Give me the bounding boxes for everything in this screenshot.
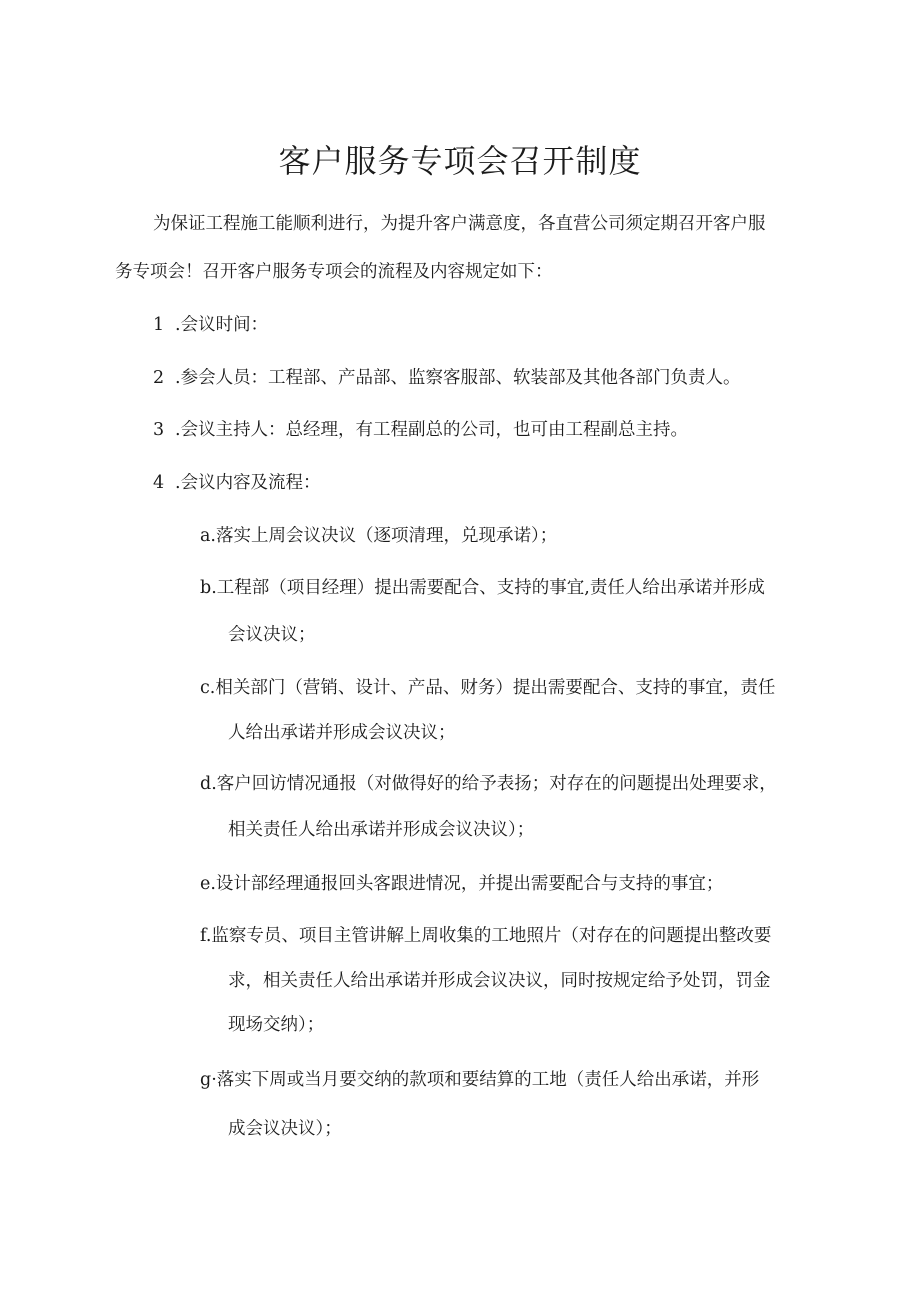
item-number: 1 (153, 315, 165, 335)
sub-item-f-line-3: 现场交纳）； (228, 1015, 325, 1035)
sub-item-d-line-2: 相关责任人给出承诺并形成会议决议）； (228, 820, 535, 840)
item-text: .参会人员：工程部、产品部、监察客服部、软装部及其他各部门负责人。 (175, 368, 741, 388)
item-text: .会议时间： (175, 315, 269, 335)
sub-item-b-line-2: 会议决议； (228, 625, 316, 645)
sub-item-e: e.设计部经理通报回头客跟进情况，并提出需要配合与支持的事宜； (200, 874, 724, 894)
item-number: 3 (153, 420, 165, 440)
item-number: 4 (153, 473, 165, 493)
list-item-2 (153, 366, 741, 390)
list-item-1 (153, 313, 268, 337)
sub-item-c-line-2: 人给出承诺并形成会议决议； (228, 723, 456, 743)
sub-item-c-line-1: c.相关部门（营销、设计、产品、财务）提出需要配合、支持的事宜，责任 (200, 678, 776, 698)
list-item-3 (153, 418, 688, 442)
sub-item-f-line-2: 求，相关责任人给出承诺并形成会议决议，同时按规定给予处罚，罚金 (228, 971, 771, 991)
sub-item-g-line-2: 成会议决议）； (228, 1119, 342, 1139)
intro-line-1: 为保证工程施工能顺利进行，为提升客户满意度，各直营公司须定期召开客户服 (153, 214, 766, 234)
sub-item-a: a.落实上周会议决议（逐项清理，兑现承诺）； (200, 526, 558, 546)
document-title: 客户服务专项会召开制度 (278, 142, 642, 180)
list-item-4 (153, 471, 321, 495)
sub-item-d-line-1: d.客户回访情况通报（对做得好的给予表扬；对存在的问题提出处理要求， (200, 774, 777, 794)
sub-item-b-line-1: b.工程部（项目经理）提出需要配合、支持的事宜,责任人给出承诺并形成 (200, 578, 765, 598)
item-number: 2 (153, 368, 165, 388)
item-text: .会议主持人：总经理，有工程副总的公司，也可由工程副总主持。 (175, 420, 689, 440)
sub-item-g-line-1: g·落实下周或当月要交纳的款项和要结算的工地（责任人给出承诺，并形 (200, 1070, 760, 1090)
item-text: .会议内容及流程： (175, 473, 321, 493)
sub-item-f-line-1: f.监察专员、项目主管讲解上周收集的工地照片（对存在的问题提出整改要 (200, 926, 772, 946)
intro-line-2: 务专项会！召开客户服务专项会的流程及内容规定如下： (115, 262, 553, 282)
